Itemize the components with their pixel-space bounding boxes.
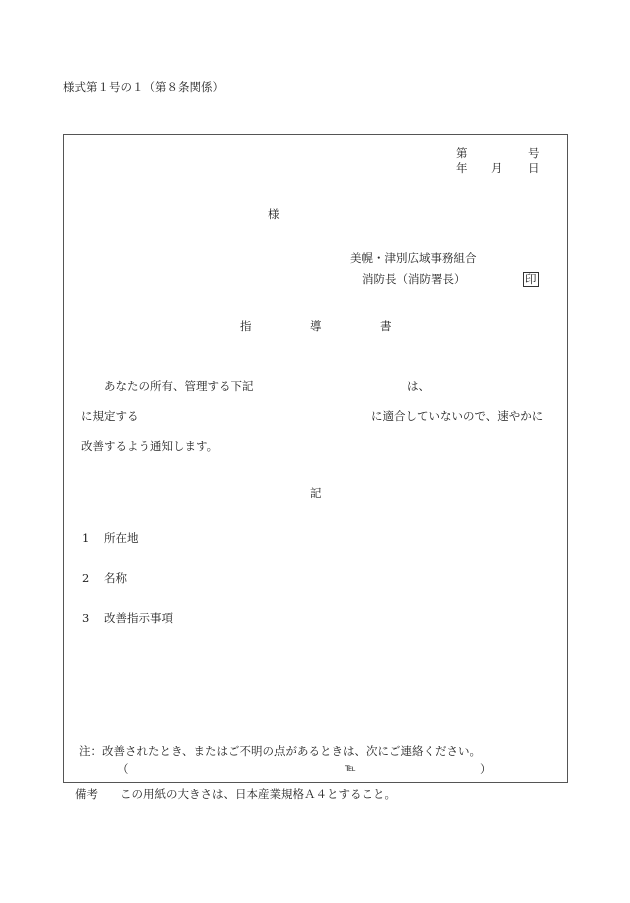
note-text: 注：改善されたとき、またはご不明の点があるときは、次にご連絡ください。 xyxy=(79,744,482,758)
tel-icon: ℡ xyxy=(345,763,356,774)
heading-char-1: 指 xyxy=(240,319,252,333)
body-line2-b: に適合していないので、速やかに xyxy=(371,409,544,423)
doc-number-prefix: 第 xyxy=(456,146,468,160)
body-line3: 改善するよう通知します。 xyxy=(81,439,219,453)
note-close-paren: ） xyxy=(480,762,492,776)
addressee-suffix: 様 xyxy=(268,207,280,221)
date-month: 月 xyxy=(491,161,503,175)
item-2-label: 名称 xyxy=(104,571,127,585)
form-title: 様式第１号の１（第８条関係） xyxy=(63,80,224,94)
ki-label: 記 xyxy=(310,486,322,500)
heading-char-3: 書 xyxy=(380,319,392,333)
body-line1-a: あなたの所有、管理する下記 xyxy=(104,379,254,393)
notice-frame xyxy=(63,134,568,783)
body-line1-b: は、 xyxy=(407,379,430,393)
remarks-label: 備考 xyxy=(75,787,98,801)
date-year: 年 xyxy=(456,161,468,175)
item-3-number: 3 xyxy=(82,611,90,625)
doc-number-suffix: 号 xyxy=(528,146,540,160)
item-1-label: 所在地 xyxy=(104,531,139,545)
item-3-label: 改善指示事項 xyxy=(104,611,173,625)
item-2-number: 2 xyxy=(82,571,90,585)
issuer-organization: 美幌・津別広域事務組合 xyxy=(350,251,477,265)
heading-char-2: 導 xyxy=(310,319,322,333)
seal-mark: 印 xyxy=(525,272,537,286)
body-line2-a: に規定する xyxy=(81,409,139,423)
note-open-paren: （ xyxy=(117,762,129,776)
date-day: 日 xyxy=(528,161,540,175)
issuer-title: 消防長（消防署長） xyxy=(362,272,466,286)
remarks-text: この用紙の大きさは、日本産業規格Ａ４とすること。 xyxy=(120,787,396,801)
item-1-number: 1 xyxy=(82,531,90,545)
